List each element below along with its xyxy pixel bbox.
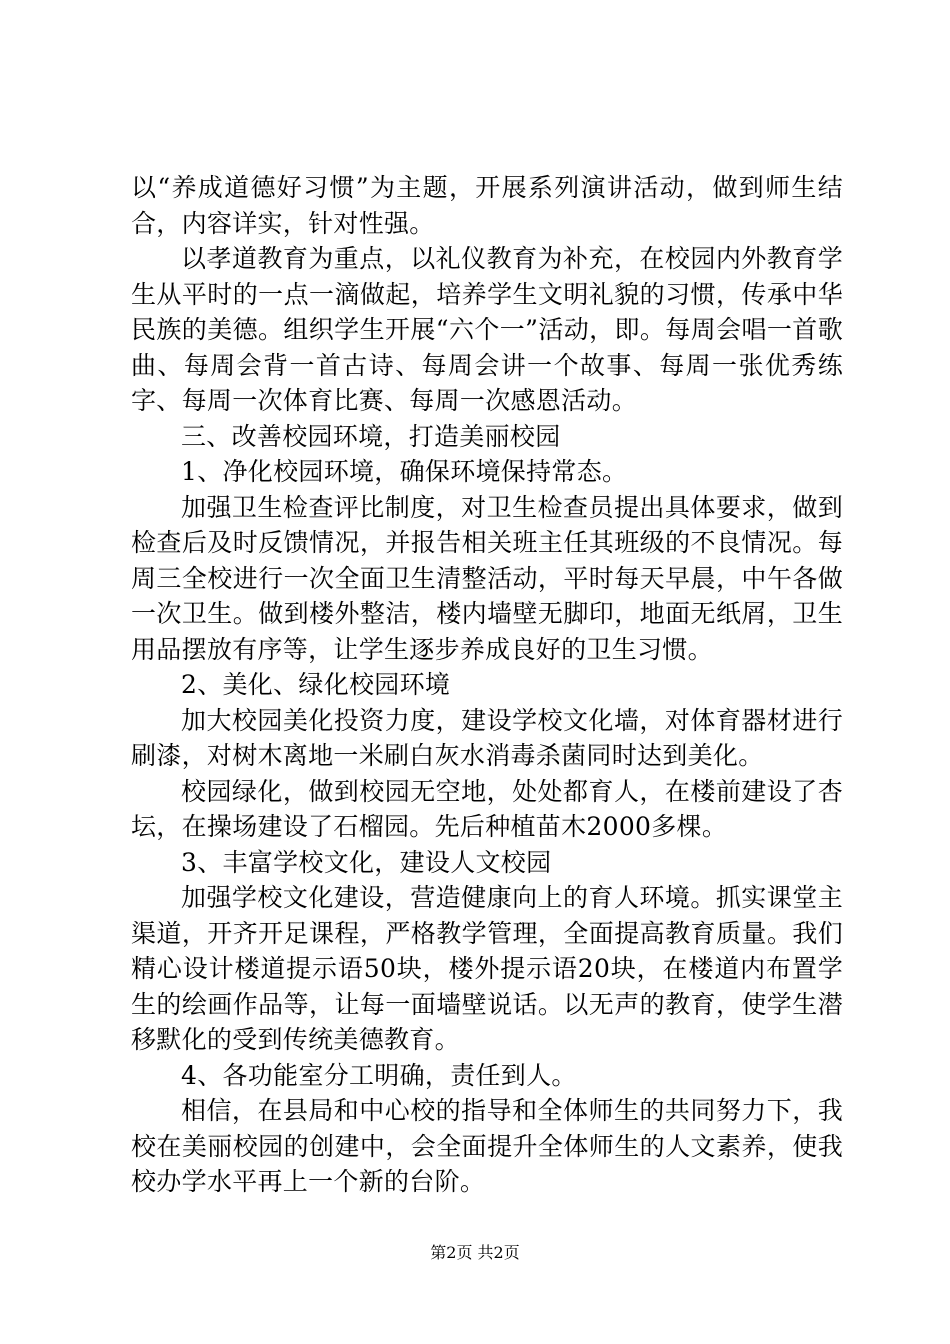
section-heading-3: 三、改善校园环境，打造美丽校园 xyxy=(181,421,561,451)
subheading-4: 4、各功能室分工明确，责任到人。 xyxy=(181,1060,577,1090)
paragraph-12: 相信，在县局和中心校的指导和全体师生的共同努力下，我校在美丽校园的创建中，会全面提升全体师生的人文素养，使我校办学水平再上一个新的台阶。 xyxy=(131,1096,843,1196)
page-footer: 第2页 共2页 xyxy=(430,1243,520,1262)
paragraph-2: 以孝道教育为重点，以礼仪教育为补充，在校园内外教育学生从平时的一点一滴做起，培养学生文明礼貌的习惯，传承中华民族的美德。组织学生开展“六个一”活动，即。每周会唱一首歌曲、每周会背一首古诗、每周会讲一个故事、每周一张优秀练字、每周一次体育比赛、每周一次感恩活动。 xyxy=(131,244,843,415)
paragraph-1: 以“养成道德好习惯”为主题，开展系列演讲活动，做到师生结合，内容详实，针对性强。 xyxy=(131,173,843,238)
paragraph-5: 加强卫生检查评比制度，对卫生检查员提出具体要求，做到检查后及时反馈情况，并报告相关班主任其班级的不良情况。每周三全校进行一次全面卫生清整活动，平时每天早晨，中午各做一次卫生。做到楼外整洁，楼内墙壁无脚印，地面无纸屑，卫生用品摆放有序等，让学生逐步养成良好的卫生习惯。 xyxy=(131,492,843,664)
subheading-1: 1、净化校园环境，确保环境保持常态。 xyxy=(181,457,628,486)
paragraph-8: 校园绿化，做到校园无空地，处处都育人，在楼前建设了杏坛，在操场建设了石榴园。先后种植苗木2000多棵。 xyxy=(131,776,843,841)
subheading-3: 3、丰富学校文化，建设人文校园 xyxy=(181,847,552,877)
document-body xyxy=(131,170,843,1200)
paragraph-7: 加大校园美化投资力度，建设学校文化墙，对体育器材进行刷漆，对树木离地一米刷白灰水消毒杀菌同时达到美化。 xyxy=(131,705,843,770)
subheading-2: 2、美化、绿化校园环境 xyxy=(181,670,451,699)
paragraph-10: 加强学校文化建设，营造健康向上的育人环境。抓实课堂主渠道，开齐开足课程，严格教学管理，全面提高教育质量。我们精心设计楼道提示语50块，楼外提示语20块，在楼道内布置学生的绘画作品等，让每一面墙壁说话。以无声的教育，使学生潜移默化的受到传统美德教育。 xyxy=(131,883,843,1054)
